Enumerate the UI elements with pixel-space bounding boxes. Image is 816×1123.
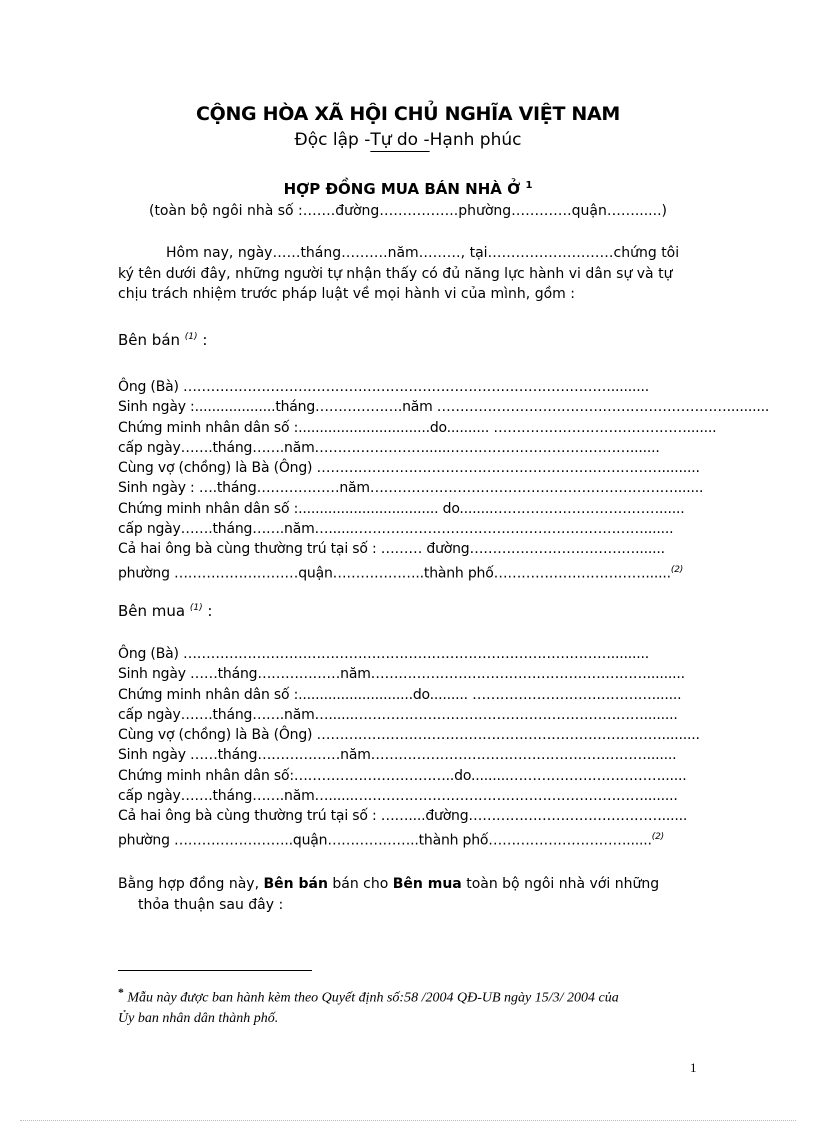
seller-field-line: Chứng minh nhân dân số :................................. do........………………………………......	[118, 500, 685, 517]
contract-subtitle: (toàn bộ ngôi nhà số :…….đường……………..phường………….quận……......)	[148, 203, 667, 219]
buyer-field-line: Sinh ngày ……tháng………………năm…………………………………………………….........	[118, 666, 685, 683]
seller-field-line: Chứng minh nhân dân số :...............................do.......... …………………………………….......	[118, 419, 717, 436]
closing-text: bán cho	[327, 876, 393, 892]
seller-field-line: Cả hai ông bà cùng thường trú tại số : ……… đường……………………………….......	[118, 541, 665, 558]
intro-line: chịu trách nhiệm trước pháp luật về mọi hành vi của mình, gồm :	[118, 286, 575, 302]
seller-field-line: cấp ngày…….tháng…….năm…......……………………………………………………….......	[118, 521, 674, 538]
buyer-field-line: Cùng vợ (chồng) là Bà (Ông) ………………………………………………………………….........	[118, 727, 700, 744]
seller-last-text: phường ………………………quận………………..thành phố……………………………......	[118, 565, 671, 582]
page-number: 1	[690, 1060, 697, 1075]
seller-field-line: Sinh ngày :...................tháng……………….năm ………………………………………………………..........	[118, 399, 770, 416]
intro-paragraph	[118, 243, 679, 305]
seller-heading-colon: :	[197, 331, 208, 349]
buyer-heading-text: Bên mua	[118, 602, 186, 620]
seller-heading-text: Bên bán	[118, 331, 181, 349]
footnote-line-2: Ủy ban nhân dân thành phố.	[118, 1010, 279, 1026]
seller-field-line: Ông (Bà) ………………………………………………………………………………….........	[118, 379, 650, 395]
footnote-text: Mẫu này được ban hành kèm theo Quyết định số:58 /2004 QĐ-UB ngày 15/3/ 2004 của	[123, 990, 619, 1006]
buyer-field-line: Ông (Bà) ………………………………………………………………………………….........	[118, 646, 650, 662]
motto-underlined: Tự do -	[370, 130, 430, 150]
buyer-heading-colon: :	[202, 602, 213, 620]
seller-heading	[118, 331, 207, 349]
buyer-heading	[118, 602, 212, 620]
contract-title	[0, 180, 816, 198]
footnote-marker: *	[118, 986, 124, 999]
seller-heading-note: (1)	[184, 332, 198, 342]
intro-line: Hôm nay, ngày……tháng……….năm………, tại………………………chứng tôi	[166, 245, 680, 261]
buyer-field-line: Cả hai ông bà cùng thường trú tại số : ……....đường……………………………………......	[118, 808, 688, 825]
seller-field-line: cấp ngày…….tháng…….năm……………………......………………………………….......	[118, 439, 660, 456]
closing-paragraph	[118, 874, 659, 916]
buyer-field-line: Chứng minh nhân dân số :...........................do......... ………………………………….......	[118, 686, 682, 703]
footnote-divider	[118, 970, 312, 971]
footnote-line-1	[118, 983, 619, 1009]
buyer-field-line: cấp ngày…….tháng…….năm…......………………………………………………………........	[118, 788, 678, 805]
closing-text: Bằng hợp đồng này,	[118, 876, 264, 892]
buyer-field-line: cấp ngày…….tháng…….năm…......………………………………………………………........	[118, 706, 678, 723]
buyer-field-line-last	[118, 827, 700, 851]
buyer-heading-note: (1)	[189, 603, 203, 613]
footnote	[118, 983, 619, 1029]
buyer-field-line: Chứng minh nhân dân số:……………………………..do.........……………………………......	[118, 767, 687, 784]
seller-last-note: (2)	[670, 564, 684, 575]
closing-line-1	[118, 874, 659, 895]
buyer-last-note: (2)	[651, 831, 664, 842]
closing-text: toàn bộ ngôi nhà với những	[461, 876, 660, 892]
closing-buyer: Bên mua	[392, 876, 462, 892]
seller-field-line: Cùng vợ (chồng) là Bà (Ông) ………………………………………………………………….........	[118, 460, 700, 477]
closing-seller: Bên bán	[263, 876, 328, 892]
seller-field-line-last	[118, 560, 769, 584]
motto-suffix: Hạnh phúc	[429, 130, 522, 150]
contract-title-note: 1	[525, 180, 533, 191]
buyer-field-line: Sinh ngày ……tháng………………năm…………………………………………………….......	[118, 747, 677, 764]
buyer-last-text: phường ……………………..quận………………..thành phố…………………………......	[118, 832, 652, 849]
motto-prefix: Độc lập -	[294, 130, 371, 150]
closing-line-2: thỏa thuận sau đây :	[138, 897, 284, 913]
seller-fields	[118, 377, 769, 584]
intro-line: ký tên dưới đây, những người tự nhận thấy có đủ năng lực hành vi dân sự và tự	[118, 265, 673, 282]
buyer-fields	[118, 644, 700, 851]
page-bottom-divider	[20, 1120, 796, 1121]
country-title: CỘNG HÒA XÃ HỘI CHỦ NGHĨA VIỆT NAM	[195, 103, 621, 125]
motto	[0, 130, 816, 150]
seller-field-line: Sinh ngày : ….tháng………………năm………………………………………………………….......	[118, 480, 704, 497]
contract-title-text: HỢP ĐỒNG MUA BÁN NHÀ Ở	[283, 180, 521, 198]
